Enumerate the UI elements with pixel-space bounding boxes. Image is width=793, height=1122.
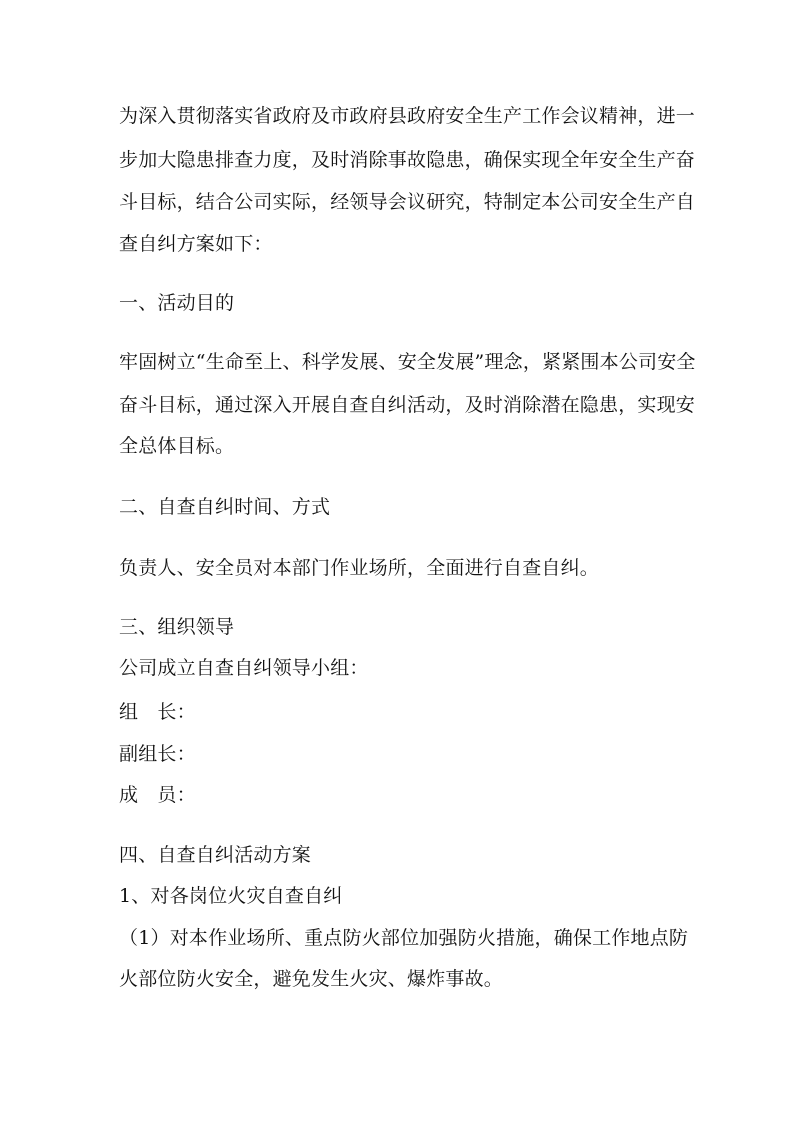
intro-line-2: 步加大隐患排查力度，及时消除事故隐患，确保实现全年安全生产奋 (119, 149, 696, 171)
deputy-label: 副组长： (119, 743, 196, 765)
intro-line-4: 查自纠方案如下： (119, 233, 273, 255)
intro-line-1: 为深入贯彻落实省政府及市政府县政府安全生产工作会议精神，进一 (119, 105, 696, 127)
section1-body-line-2: 奋斗目标，通过深入开展自查自纠活动，及时消除潜在隐患，实现安 (119, 394, 696, 416)
section3-heading: 三、组织领导 (119, 616, 235, 638)
subsection1-heading: 1、对各岗位火灾自查自纠 (119, 885, 343, 907)
section2-body: 负责人、安全员对本部门作业场所，全面进行自查自纠。 (119, 557, 600, 579)
section1-body-line-3: 全总体目标。 (119, 435, 235, 457)
intro-line-3: 斗目标，结合公司实际，经领导会议研究，特制定本公司安全生产自 (119, 191, 696, 213)
member-label: 成 员： (119, 784, 196, 806)
item1-body-line-1: （1）对本作业场所、重点防火部位加强防火措施，确保工作地点防 (119, 927, 689, 949)
section3-intro: 公司成立自查自纠领导小组： (119, 657, 369, 679)
section1-heading: 一、活动目的 (119, 292, 235, 314)
section4-heading: 四、自查自纠活动方案 (119, 844, 312, 866)
leader-label: 组 长： (119, 701, 196, 723)
item1-body-line-2: 火部位防火安全，避免发生火灾、爆炸事故。 (119, 968, 504, 990)
section1-body-line-1: 牢固树立“生命至上、科学发展、安全发展”理念，紧紧围本公司安全 (119, 351, 696, 373)
section2-heading: 二、自查自纠时间、方式 (119, 496, 331, 518)
